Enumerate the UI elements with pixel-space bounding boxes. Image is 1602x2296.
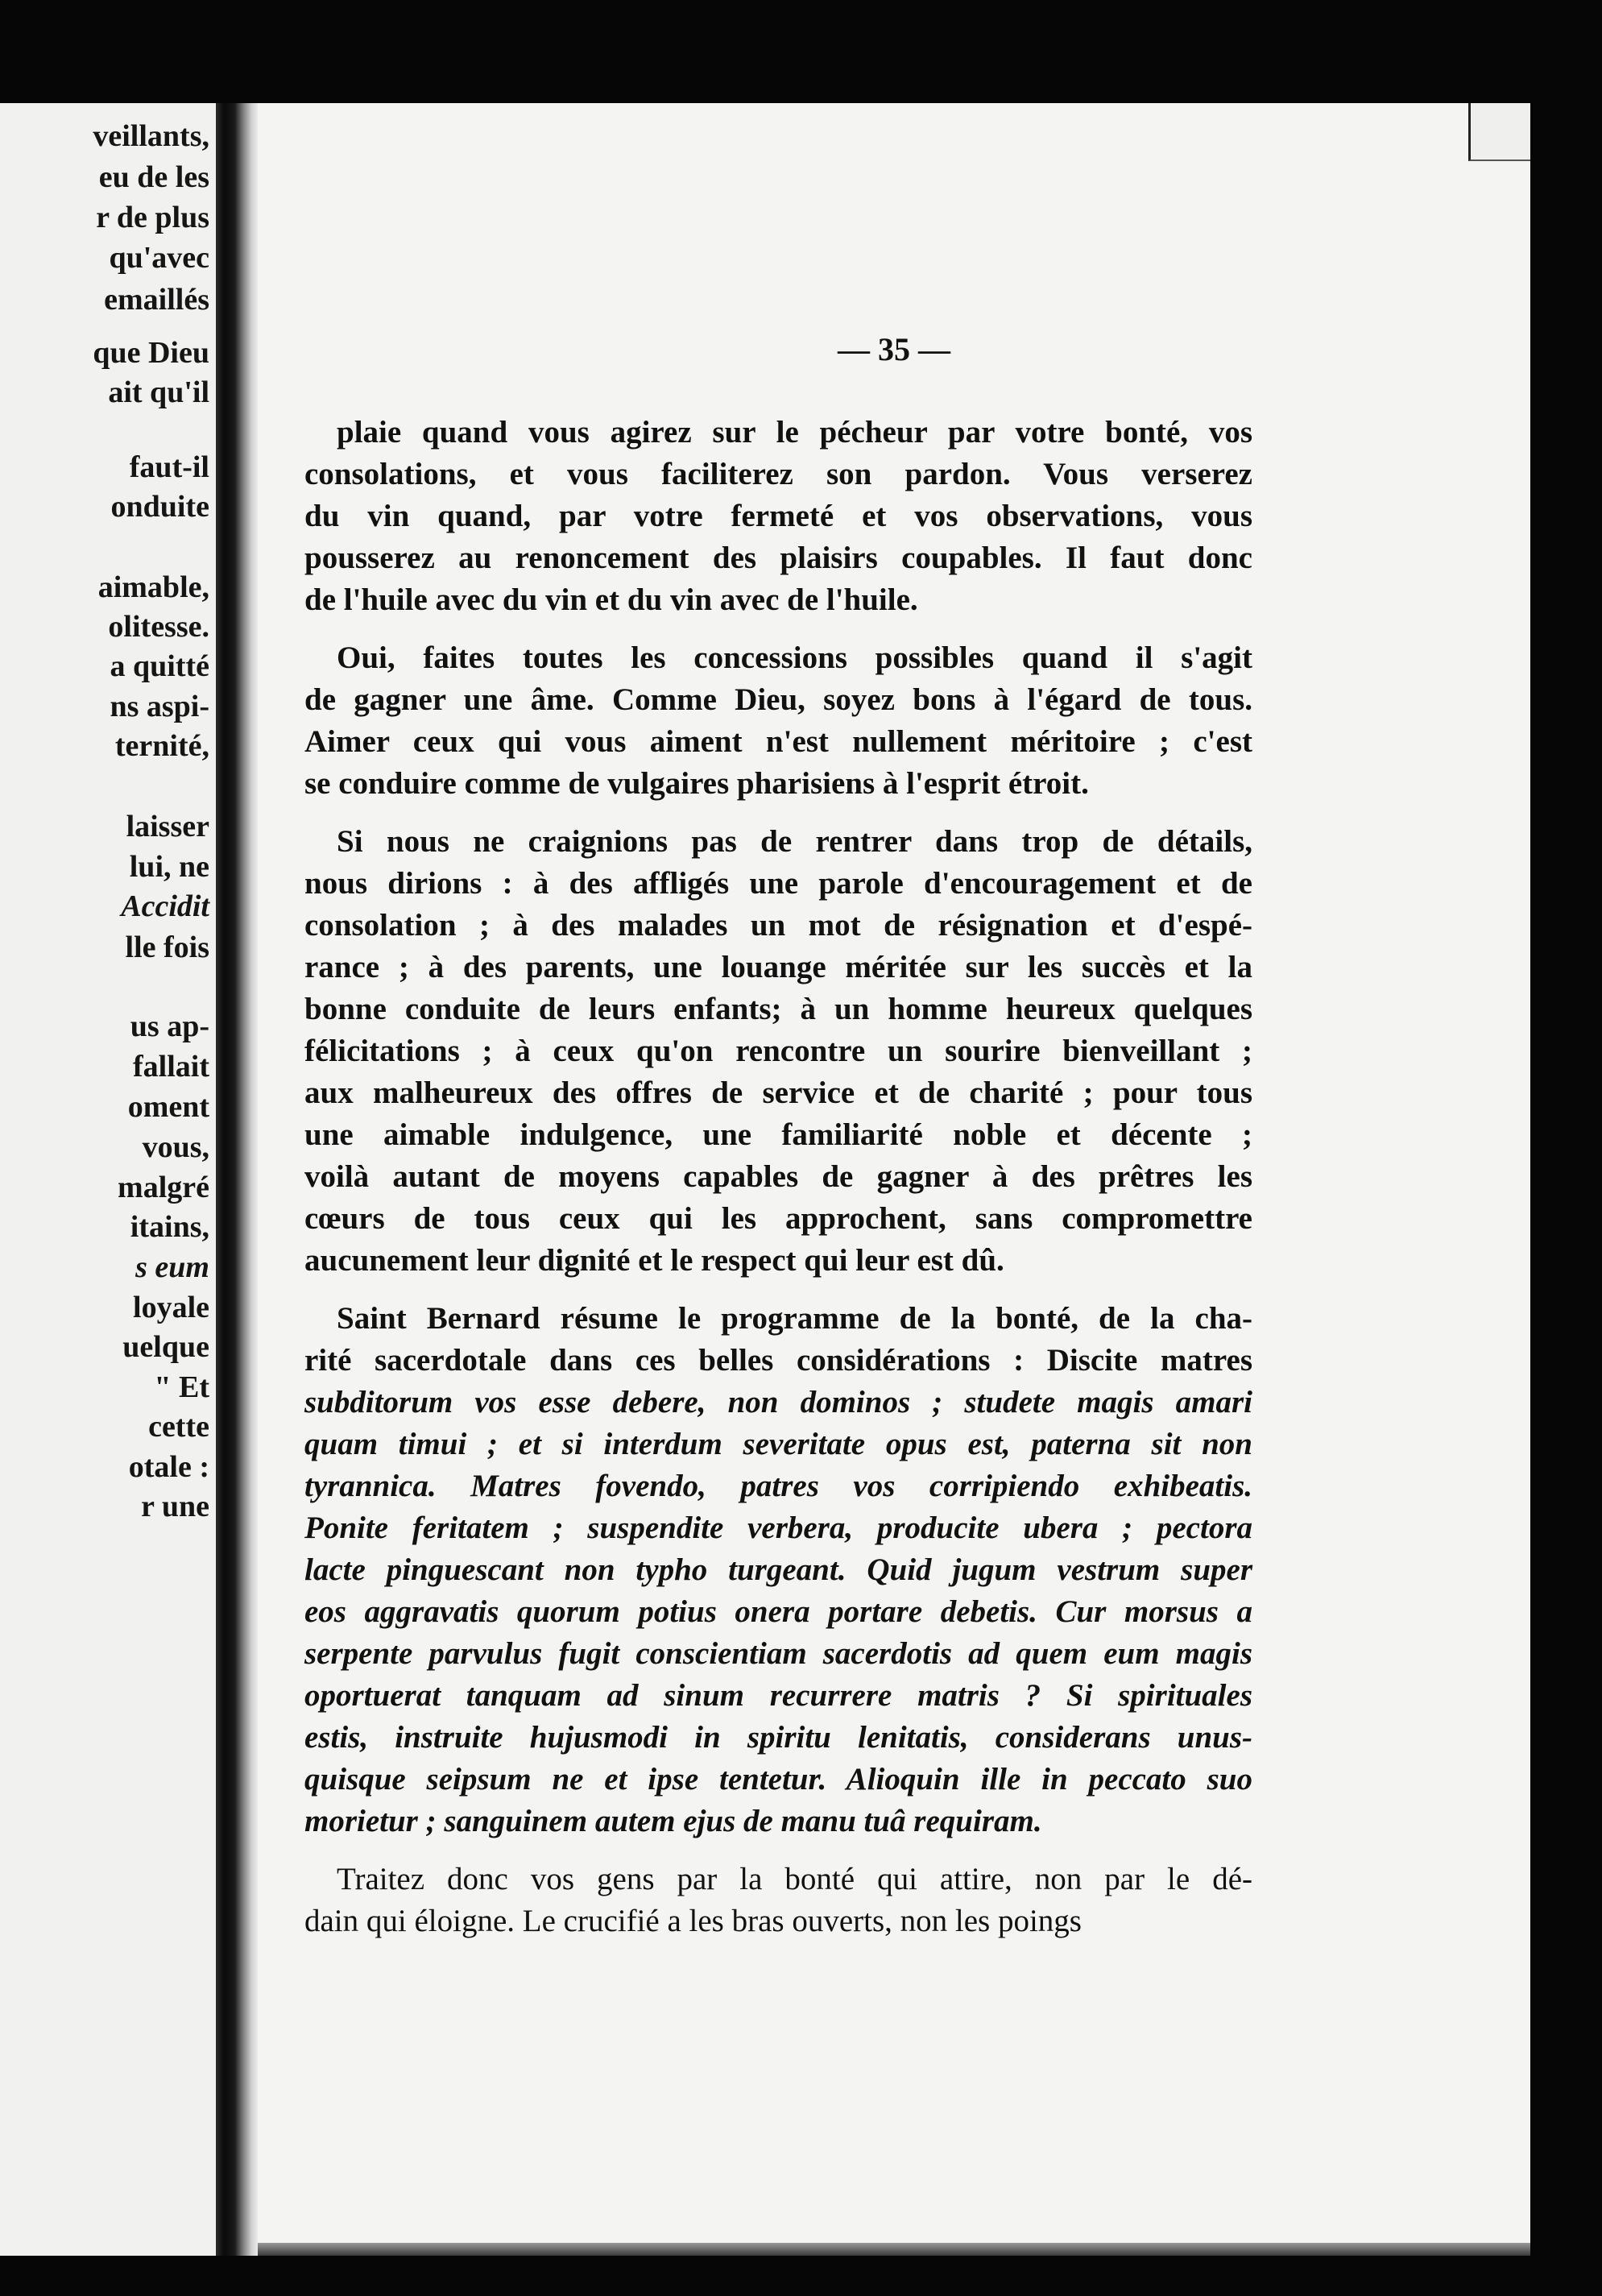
paragraph	[304, 821, 1252, 1282]
previous-page-line: veillants,	[93, 119, 209, 153]
previous-page-line: uelque	[122, 1330, 209, 1364]
text-line: consolations, et vous faciliterez son pardon. Vous verserez	[304, 457, 1252, 491]
text-line: tyrannica. Matres fovendo, patres vos corripiendo exhibeatis.	[304, 1469, 1252, 1503]
paragraph	[304, 1859, 1252, 1942]
text-line: oportuerat tanquam ad sinum recurrere matris ? Si spirituales	[304, 1678, 1252, 1713]
latin-quotation	[304, 1382, 1252, 1842]
previous-page-line: loyale	[133, 1291, 209, 1324]
previous-page-line: cette	[148, 1410, 209, 1444]
text-line: morietur ; sanguinem autem ejus de manu tuâ requiram.	[304, 1804, 1042, 1838]
previous-page-line: olitesse.	[108, 610, 209, 644]
previous-page-line: itains,	[130, 1210, 209, 1244]
text-line: dain qui éloigne. Le crucifié a les bras ouverts, non les poings	[304, 1904, 1082, 1938]
text-line: félicitations ; à ceux qu'on rencontre un sourire bienveillant ;	[304, 1034, 1252, 1068]
text-line: rité sacerdotale dans ces belles considérations : Discite matres	[304, 1343, 1252, 1378]
text-line: aux malheureux des offres de service et de charité ; pour tous	[304, 1075, 1252, 1110]
page-bottom-shadow	[258, 2243, 1530, 2256]
previous-page-line: ns aspi-	[110, 690, 209, 723]
previous-page-line: a quitté	[110, 649, 209, 683]
previous-page-line: emaillés	[104, 283, 209, 317]
text-line: Traitez donc vos gens par la bonté qui attire, non par le dé-	[337, 1862, 1252, 1896]
previous-page-line: que Dieu	[93, 336, 209, 370]
text-line: de l'huile avec du vin et du vin avec de l'huile.	[304, 582, 918, 617]
paragraph	[304, 412, 1252, 621]
previous-page-line: Accidit	[121, 889, 209, 923]
text-line: une aimable indulgence, une familiarité noble et décente ;	[304, 1117, 1252, 1152]
text-line: subditorum vos esse debere, non dominos ; studete magis amari	[304, 1385, 1252, 1419]
previous-page-line: lle fois	[125, 930, 209, 964]
text-line: lacte pinguescant non typho turgeant. Quid jugum vestrum super	[304, 1552, 1252, 1587]
previous-page-line: ternité,	[114, 729, 209, 763]
text-line: rance ; à des parents, une louange méritée sur les succès et la	[304, 950, 1252, 984]
text-line: du vin quand, par votre fermeté et vos observations, vous	[304, 499, 1252, 533]
previous-page-line: aimable,	[97, 570, 209, 604]
previous-page-edge	[0, 103, 227, 2256]
previous-page-line: r de plus	[96, 201, 209, 234]
text-line: quam timui ; et si interdum severitate opus est, paterna sit non	[304, 1427, 1252, 1461]
text-line: Saint Bernard résume le programme de la bonté, de la cha-	[337, 1301, 1252, 1336]
previous-page-line: onduite	[110, 490, 209, 524]
previous-page-line: laisser	[126, 810, 209, 843]
previous-page-line: qu'avec	[109, 241, 209, 275]
previous-page-line: faut-il	[129, 450, 209, 484]
page-number: — 35 —	[838, 331, 950, 367]
previous-page-line: eu de les	[98, 160, 209, 194]
text-line: estis, instruite hujusmodi in spiritu lenitatis, considerans unus-	[304, 1720, 1252, 1755]
text-line: se conduire comme de vulgaires pharisiens à l'esprit étroit.	[304, 766, 1089, 801]
text-line: bonne conduite de leurs enfants; à un homme heureux quelques	[304, 992, 1252, 1026]
previous-page-line: ait qu'il	[108, 375, 209, 409]
previous-page-line: malgré	[118, 1171, 209, 1204]
paragraph	[304, 1298, 1252, 1382]
previous-page-line: otale :	[128, 1450, 209, 1484]
text-line: voilà autant de moyens capables de gagner à des prêtres les	[304, 1159, 1252, 1194]
previous-page-line: " Et	[154, 1370, 209, 1404]
previous-page-line: s eum	[135, 1250, 209, 1284]
previous-page-line: fallait	[133, 1050, 209, 1084]
previous-page-line: us ap-	[130, 1009, 209, 1043]
text-line: aucunement leur dignité et le respect qui leur est dû.	[304, 1243, 1004, 1278]
text-line: Ponite feritatem ; suspendite verbera, producite ubera ; pectora	[304, 1511, 1252, 1545]
text-line: eos aggravatis quorum potius onera portare debetis. Cur morsus a	[304, 1594, 1252, 1629]
page-corner-fold	[1468, 103, 1530, 161]
text-line: serpente parvulus fugit conscientiam sacerdotis ad quem eum magis	[304, 1636, 1252, 1671]
text-line: consolation ; à des malades un mot de résignation et d'espé-	[304, 908, 1252, 943]
previous-page-line: lui, ne	[129, 850, 209, 884]
text-line: nous dirions : à des affligés une parole d'encouragement et de	[304, 866, 1252, 901]
text-line: plaie quand vous agirez sur le pécheur par votre bonté, vos	[337, 415, 1252, 450]
text-line: Aimer ceux qui vous aiment n'est nullement méritoire ; c'est	[304, 724, 1252, 759]
text-line: pousserez au renoncement des plaisirs coupables. Il faut donc	[304, 541, 1252, 575]
text-line: cœurs de tous ceux qui les approchent, sans compromettre	[304, 1201, 1252, 1236]
previous-page-line: oment	[127, 1090, 209, 1124]
previous-page-line: vous,	[142, 1130, 209, 1164]
text-line: de gagner une âme. Comme Dieu, soyez bons à l'égard de tous.	[304, 682, 1252, 717]
book-page	[258, 103, 1530, 2256]
previous-page-line: r une	[141, 1490, 209, 1523]
text-line: Oui, faites toutes les concessions possibles quand il s'agit	[337, 640, 1252, 675]
text-line: quisque seipsum ne et ipse tentetur. Alioquin ille in peccato suo	[304, 1762, 1252, 1797]
book-binding-gutter	[216, 103, 258, 2256]
page-text	[304, 412, 1252, 1942]
text-line: Si nous ne craignions pas de rentrer dans trop de détails,	[337, 824, 1252, 859]
paragraph	[304, 637, 1252, 805]
